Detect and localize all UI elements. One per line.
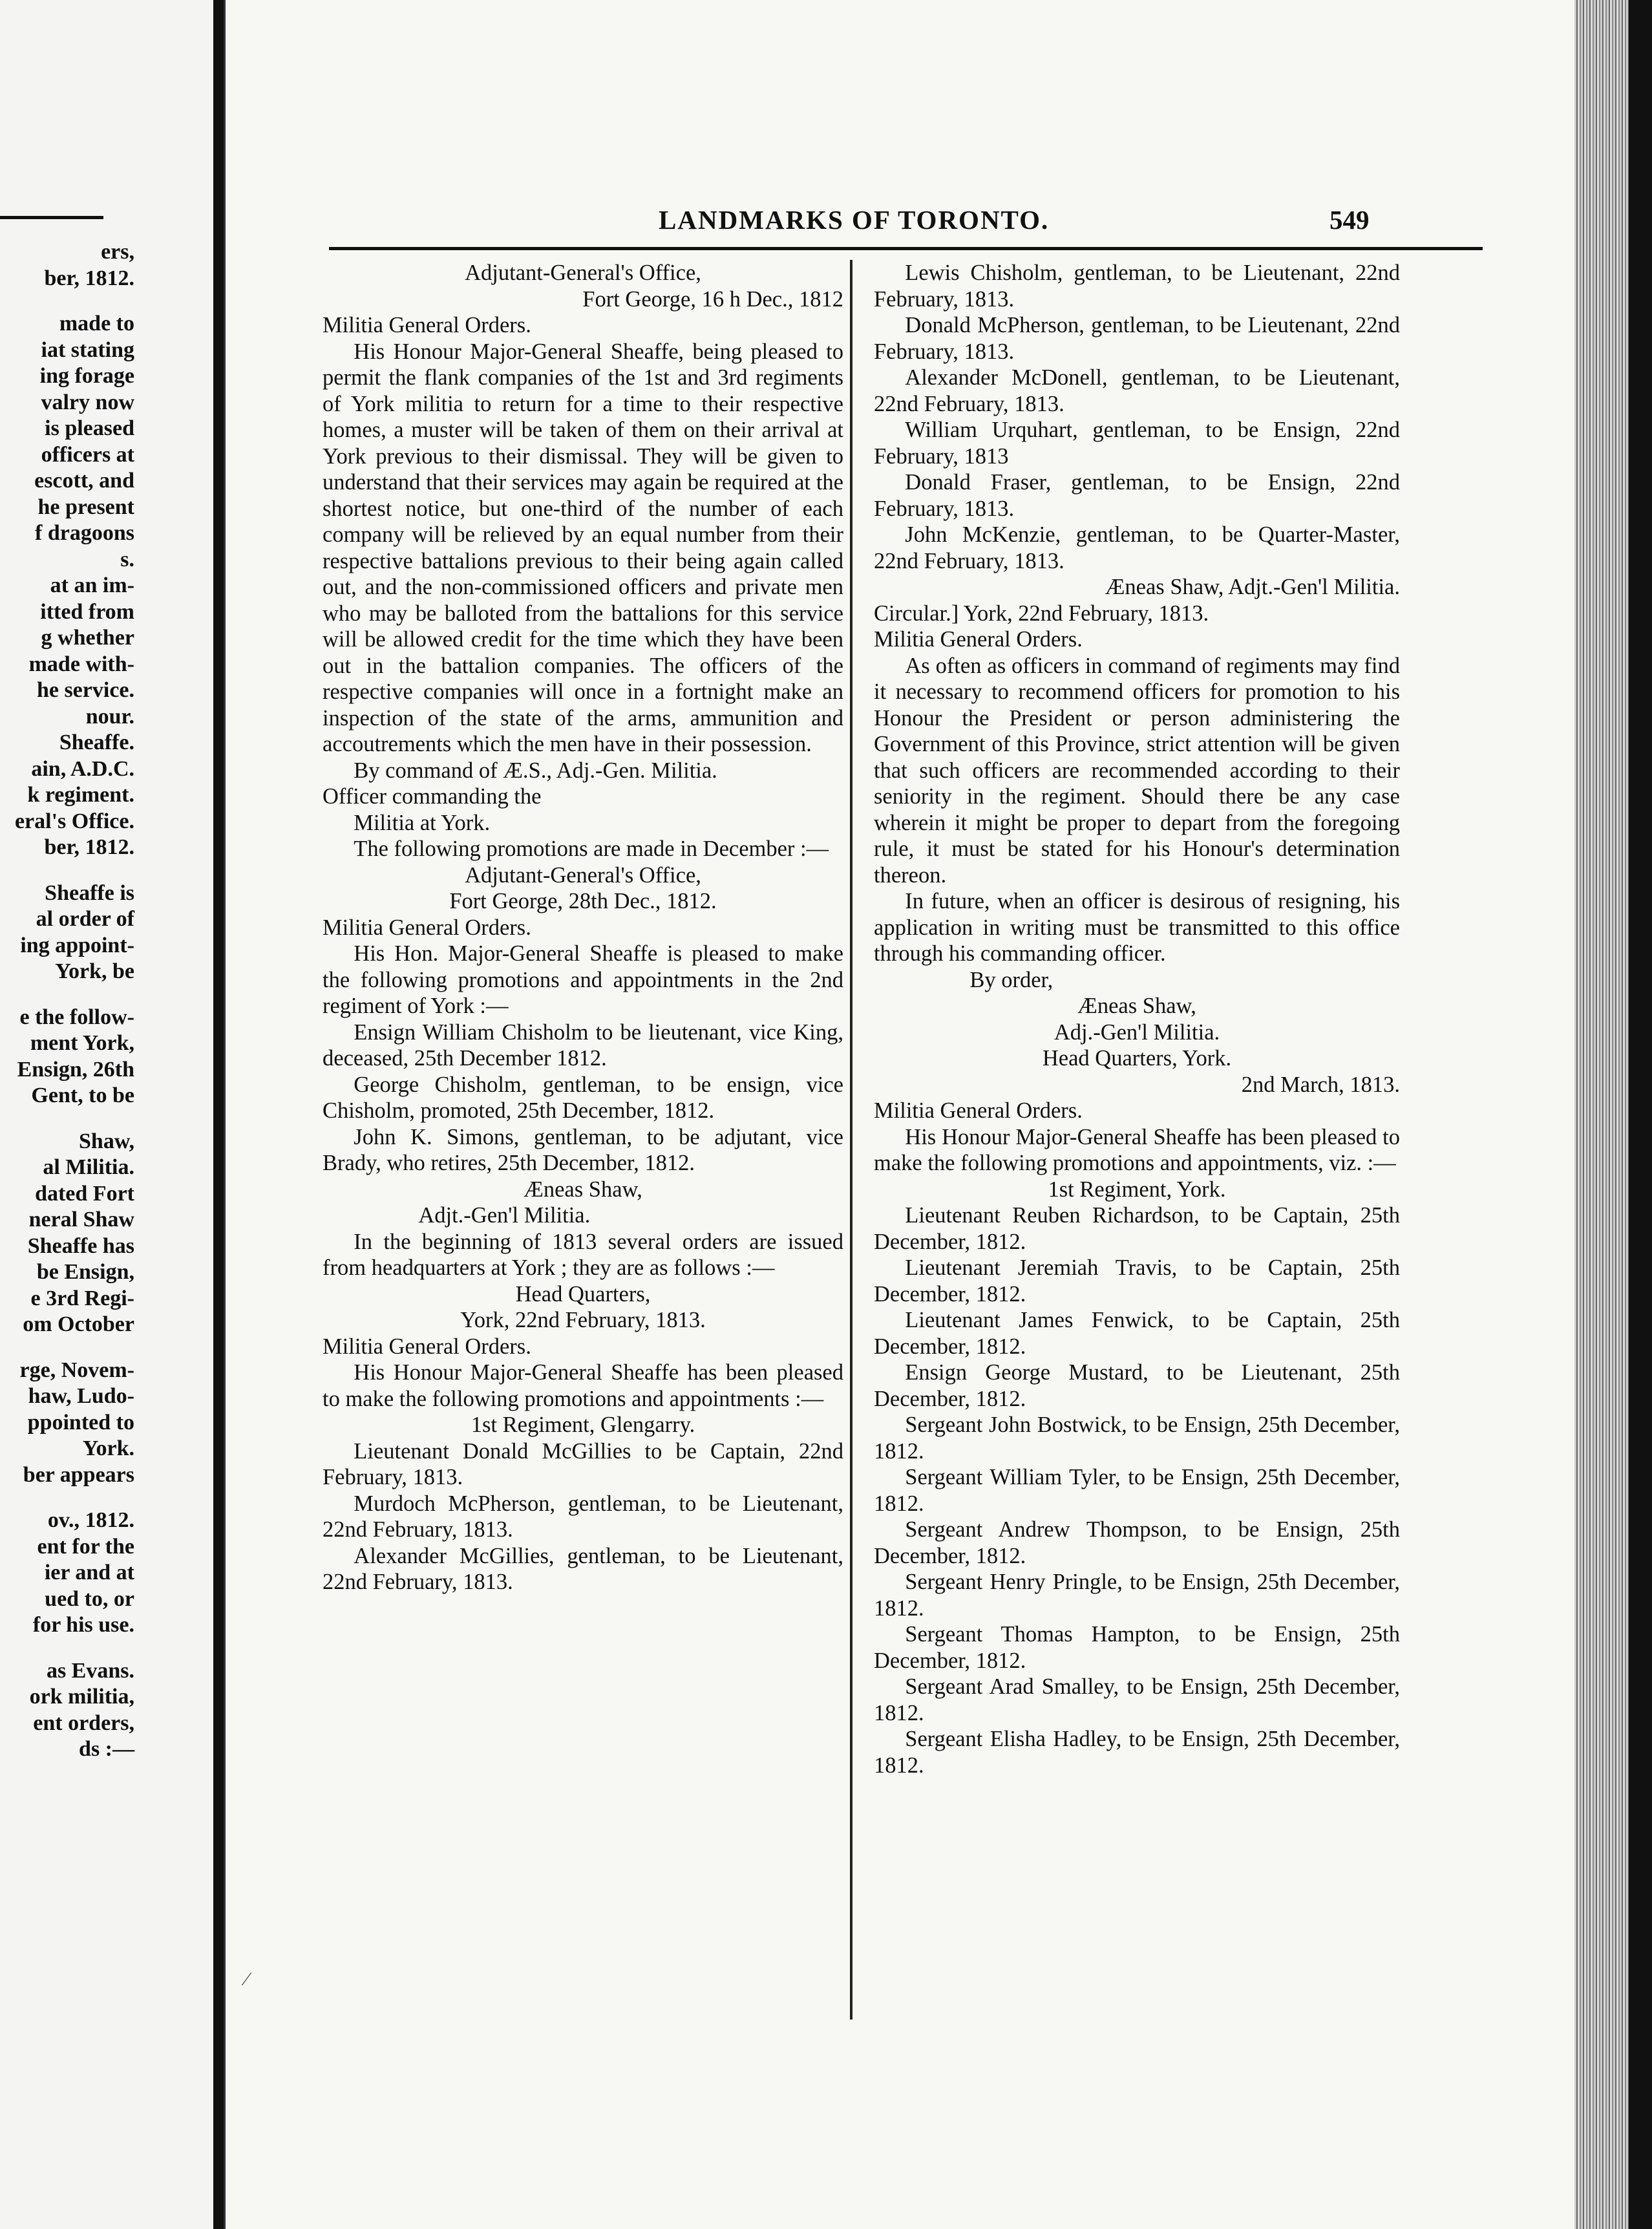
previous-page-line: ier and at	[44, 1561, 134, 1584]
left-column-paragraph: Fort George, 28th Dec., 1812.	[449, 889, 717, 913]
gutter	[213, 0, 224, 2229]
column-divider	[850, 260, 852, 2020]
book-page	[224, 0, 1576, 2229]
previous-page-line: is pleased	[45, 416, 134, 440]
right-column-paragraph: Ensign George Mustard, to be Lieutenant, 25th December, 1812.	[874, 1360, 1400, 1411]
right-column-paragraph: Lieutenant Reuben Richardson, to be Captain, 25th December, 1812.	[874, 1203, 1400, 1254]
left-column-paragraph: Æneas Shaw,	[524, 1177, 642, 1202]
left-column-paragraph: His Honour Major-General Sheaffe, being pleased to permit the flank companies of the 1st and 3rd regiments of York militia to return for a time to their respective homes, a muster will be taken of them on their arrival at York previous to their dismissal. They will be given to understand that their services may again be required at the shortest notice, but one-third of the number of each company will be relieved by an equal number from their respective battalions previous to their being again called out, and the non-commissioned officers and private men who may be balloted from the battalions for this service will be allowed credit for the time which they have been out in the battalion companies. The officers of the respective companies will once in a fortnight make an inspection of the state of the arms, ammunition and accoutrements which the men have in their possession.	[323, 339, 843, 756]
previous-page-line	[0, 985, 213, 1005]
left-column-paragraph: Militia General Orders.	[323, 915, 531, 940]
previous-page-line: ued to, or	[45, 1586, 134, 1611]
previous-page-line: ppointed to	[27, 1410, 134, 1434]
previous-page-line: escott, and	[34, 469, 134, 493]
left-column-paragraph: By command of Æ.S., Adj.-Gen. Militia.	[354, 758, 717, 783]
previous-page-line: Sheaffe is	[45, 880, 134, 905]
previous-page-line: nour.	[85, 704, 134, 729]
previous-page-line: made with-	[28, 652, 134, 676]
background-edge	[1629, 0, 1652, 2229]
left-column-paragraph: Adjutant-General's Office,	[465, 862, 701, 888]
previous-page-line: ork militia,	[29, 1685, 134, 1709]
right-column-paragraph: Sergeant Henry Pringle, to be Ensign, 25th December, 1812.	[874, 1570, 1400, 1621]
left-column-paragraph: Alexander McGillies, gentleman, to be Lieutenant, 22nd February, 1813.	[323, 1543, 843, 1594]
right-column-paragraph: Donald McPherson, gentleman, to be Lieutenant, 22nd February, 1813.	[874, 313, 1400, 364]
left-column-paragraph: George Chisholm, gentleman, to be ensign, vice Chisholm, promoted, 25th December, 1812.	[323, 1072, 843, 1123]
left-column-paragraph: Adjt.-Gen'l Militia.	[418, 1203, 591, 1228]
previous-page-line: ing appoint-	[20, 933, 134, 957]
previous-page-line: iat stating	[41, 337, 134, 362]
previous-page-line: dated Fort	[35, 1181, 134, 1206]
left-column-paragraph: 1st Regiment, Glengarry.	[471, 1413, 695, 1437]
right-column-paragraph: Lieutenant James Fenwick, to be Captain, 25th December, 1812.	[874, 1308, 1400, 1359]
previous-page-line	[0, 1488, 213, 1508]
left-column	[323, 260, 843, 1595]
previous-page-line: ber appears	[23, 1462, 134, 1487]
right-column-paragraph: Militia General Orders.	[874, 627, 1083, 652]
previous-page-line: officers at	[41, 442, 134, 467]
right-column-paragraph: Circular.] York, 22nd February, 1813.	[874, 601, 1209, 626]
previous-page-line: ment York,	[30, 1031, 134, 1055]
right-column-paragraph: 1st Regiment, York.	[1048, 1177, 1226, 1202]
right-column-paragraph: Lewis Chisholm, gentleman, to be Lieutenant, 22nd February, 1813.	[874, 261, 1400, 312]
right-column-paragraph: Sergeant Andrew Thompson, to be Ensign, 25th December, 1812.	[874, 1517, 1400, 1568]
right-column-paragraph: Lieutenant Jeremiah Travis, to be Captain, 25th December, 1812.	[874, 1255, 1400, 1306]
left-column-paragraph: Head Quarters,	[515, 1281, 651, 1306]
previous-page-line: al Militia.	[43, 1155, 134, 1179]
previous-page-line: eral's Office.	[14, 809, 134, 833]
left-column-paragraph: The following promotions are made in December :—	[354, 837, 829, 861]
right-column-paragraph: Adj.-Gen'l Militia.	[1054, 1019, 1220, 1045]
left-column-paragraph: His Hon. Major-General Sheaffe is pleased to make the following promotions and appointments in the 2nd regiment of York :—	[323, 941, 843, 1018]
previous-page-line: made to	[59, 312, 134, 336]
previous-page-line: as Evans.	[46, 1658, 134, 1683]
right-column-paragraph: Æneas Shaw, Adjt.-Gen'l Militia.	[1105, 575, 1400, 599]
left-column-paragraph: Militia at York.	[354, 810, 491, 835]
previous-page-line: Sheaffe has	[27, 1233, 134, 1258]
right-column-paragraph: Sergeant Arad Smalley, to be Ensign, 25th December, 1812.	[874, 1674, 1400, 1725]
previous-page-line: s.	[120, 547, 134, 571]
previous-page-line: ds :—	[79, 1737, 134, 1761]
previous-page-line	[0, 1338, 213, 1358]
previous-page-line: ent for the	[37, 1534, 134, 1559]
left-column-paragraph: Adjutant-General's Office,	[465, 261, 701, 285]
right-column-paragraph: As often as officers in command of regiments may find it necessary to recommend officers for promotion to his Honour the President or person administering the Government of this Province, strict attention will be given that such officers are recommended according to their seniority in the regiment. Should there be any case wherein it might be proper to depart from the foregoing rule, it must be stated for his Honour's determination thereon.	[874, 653, 1400, 888]
right-column-paragraph: Sergeant Thomas Hampton, to be Ensign, 25th December, 1812.	[874, 1622, 1400, 1673]
previous-page-line: York, be	[55, 959, 134, 983]
right-column-paragraph: By order,	[969, 967, 1054, 992]
previous-page-line: he present	[37, 495, 134, 519]
previous-page-line	[0, 861, 213, 880]
right-column-paragraph: Alexander McDonell, gentleman, to be Lieutenant, 22nd February, 1813.	[874, 365, 1400, 416]
page-header	[226, 204, 1576, 234]
right-column-paragraph: Sergeant Elisha Hadley, to be Ensign, 25th December, 1812.	[874, 1727, 1400, 1778]
left-column-paragraph: Ensign William Chisholm to be lieutenant, vice King, deceased, 25th December 1812.	[323, 1019, 843, 1071]
left-column-paragraph: John K. Simons, gentleman, to be adjutant, vice Brady, who retires, 25th December, 1812.	[323, 1124, 843, 1175]
previous-page-line: ent orders,	[33, 1711, 134, 1735]
right-column-paragraph: Donald Fraser, gentleman, to be Ensign, 22nd February, 1813.	[874, 470, 1400, 521]
right-column-paragraph: His Honour Major-General Sheaffe has been pleased to make the following promotions and appointments, viz. :—	[874, 1124, 1400, 1175]
left-column-paragraph: Lieutenant Donald McGillies to be Captain, 22nd February, 1813.	[323, 1438, 843, 1489]
previous-page-line: ain, A.D.C.	[31, 756, 134, 781]
right-column-paragraph: Head Quarters, York.	[1042, 1046, 1232, 1071]
margin-mark: ⁄	[245, 1968, 249, 1990]
previous-page-line: e 3rd Regi-	[30, 1286, 134, 1310]
previous-page-line: be Ensign,	[36, 1260, 134, 1284]
previous-page-line: valry now	[41, 390, 134, 414]
previous-page-line	[0, 292, 213, 311]
left-column-paragraph: Officer commanding the	[323, 784, 542, 809]
previous-page-line: Ensign, 26th	[17, 1057, 134, 1082]
left-column-paragraph: Fort George, 16 h Dec., 1812	[582, 286, 843, 312]
previous-page-line: ers,	[101, 240, 134, 264]
previous-page-fragment	[0, 0, 213, 2229]
previous-page-line: ber, 1812.	[44, 835, 134, 859]
right-column-paragraph: Æneas Shaw,	[1077, 994, 1196, 1018]
previous-page-line: g whether	[41, 626, 134, 650]
right-column-paragraph: Sergeant John Bostwick, to be Ensign, 25th December, 1812.	[874, 1413, 1400, 1464]
left-column-paragraph: His Honour Major-General Sheaffe has been pleased to make the following promotions and appointments :—	[323, 1360, 843, 1411]
right-column-paragraph: John McKenzie, gentleman, to be Quarter-Master, 22nd February, 1813.	[874, 522, 1400, 573]
running-title: LANDMARKS OF TORONTO.	[659, 205, 1050, 235]
previous-page-line: ov., 1812.	[47, 1508, 134, 1532]
right-column-paragraph: William Urquhart, gentleman, to be Ensign, 22nd February, 1813	[874, 418, 1400, 469]
left-column-paragraph: Militia General Orders.	[323, 313, 531, 337]
previous-page-line: ing forage	[39, 364, 134, 388]
previous-page-line	[0, 1109, 213, 1129]
right-column-paragraph: Sergeant William Tyler, to be Ensign, 25th December, 1812.	[874, 1465, 1400, 1516]
previous-page-line: for his use.	[32, 1613, 134, 1637]
previous-page-line: he service.	[36, 678, 134, 702]
right-column-paragraph: In future, when an officer is desirous of resigning, his application in writing must be transmitted to this office through his commanding officer.	[874, 889, 1400, 966]
previous-page-line: Sheaffe.	[59, 731, 134, 754]
page-number: 549	[1329, 205, 1370, 235]
previous-page-line: om October	[23, 1312, 134, 1336]
left-column-paragraph: In the beginning of 1813 several orders are issued from headquarters at York ; they are as follows :—	[323, 1229, 843, 1280]
previous-page-line: rge, Novem-	[19, 1358, 134, 1382]
right-column	[874, 260, 1400, 1778]
right-column-paragraph: Militia General Orders.	[874, 1098, 1083, 1123]
previous-page-rule	[0, 216, 103, 219]
previous-page-line: e the follow-	[19, 1005, 134, 1029]
previous-page-line: at an im-	[50, 573, 134, 597]
previous-page-line: f dragoons	[35, 521, 134, 545]
previous-page-line: k regiment.	[27, 783, 134, 807]
left-column-paragraph: Murdoch McPherson, gentleman, to be Lieutenant, 22nd February, 1813.	[323, 1491, 843, 1542]
previous-page-line: York.	[82, 1436, 134, 1460]
previous-page-line: itted from	[40, 599, 134, 624]
previous-page-lines	[0, 239, 213, 1763]
previous-page-line: Gent, to be	[31, 1083, 134, 1107]
previous-page-line	[0, 1639, 213, 1658]
right-column-paragraph: 2nd March, 1813.	[1241, 1072, 1400, 1097]
previous-page-line: ber, 1812.	[44, 266, 134, 290]
left-column-paragraph: York, 22nd February, 1813.	[460, 1308, 706, 1332]
previous-page-line: al order of	[36, 907, 134, 931]
previous-page-line: Shaw,	[79, 1129, 134, 1153]
previous-page-line: haw, Ludo-	[28, 1384, 134, 1408]
previous-page-line: neral Shaw	[28, 1208, 134, 1232]
header-rule	[329, 247, 1483, 250]
left-column-paragraph: Militia General Orders.	[323, 1334, 531, 1359]
